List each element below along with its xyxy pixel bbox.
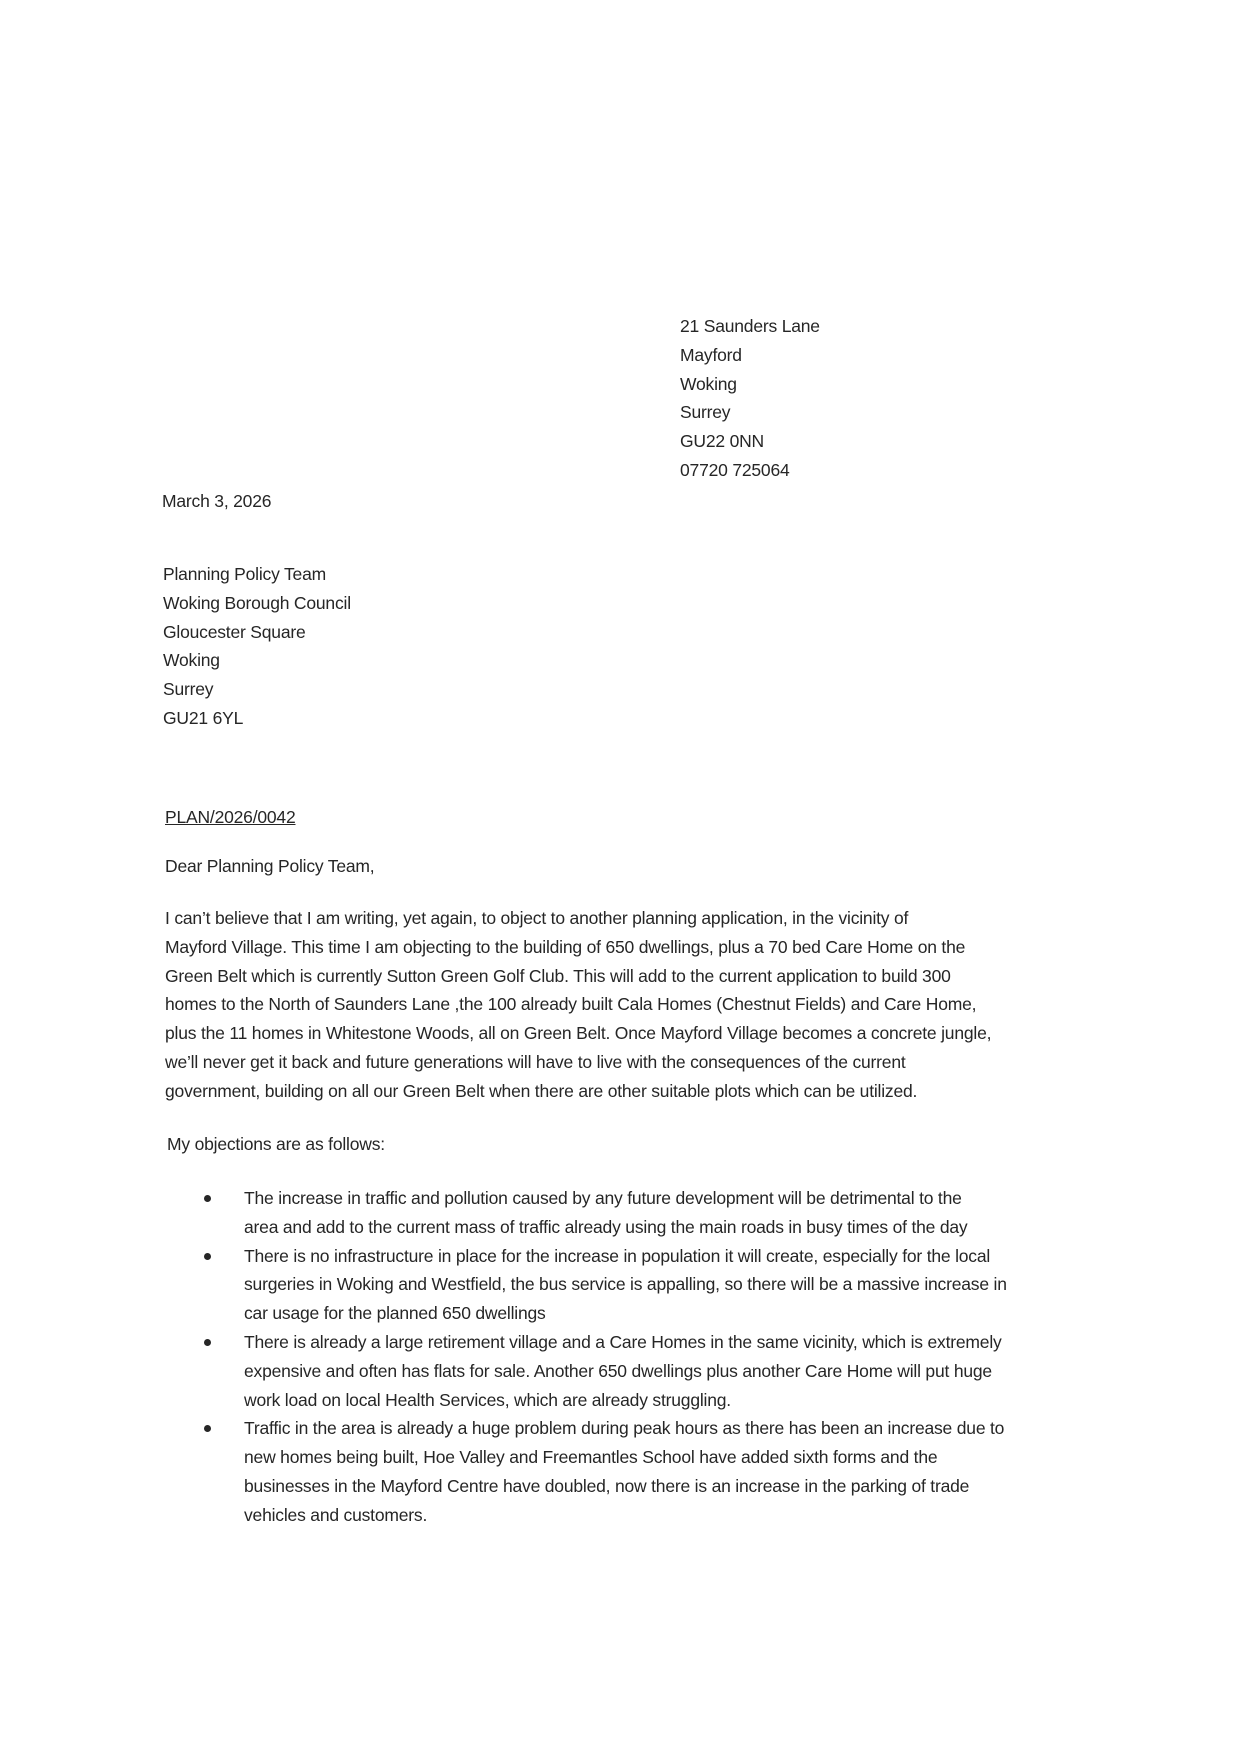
objection-line: new homes being built, Hoe Valley and Freemantles School have added sixth forms and the xyxy=(244,1447,938,1468)
objection-item xyxy=(204,1414,1124,1529)
recipient-address xyxy=(163,560,351,733)
paragraph-line: homes to the North of Saunders Lane ,the 100 already built Cala Homes (Chestnut Fields) and Care Home, xyxy=(165,994,977,1015)
address-line: Mayford xyxy=(680,344,742,365)
address-line: 21 Saunders Lane xyxy=(680,316,820,336)
address-line: Woking xyxy=(163,650,220,671)
objection-item xyxy=(204,1184,1124,1242)
address-line: Surrey xyxy=(680,402,731,423)
bullet-icon xyxy=(204,1425,211,1432)
objection-line: vehicles and customers. xyxy=(244,1504,428,1525)
paragraph-line: plus the 11 homes in Whitestone Woods, all on Green Belt. Once Mayford Village becomes a concrete jungle, xyxy=(165,1023,992,1044)
address-line: GU22 0NN xyxy=(680,431,764,452)
objections-intro-text: My objections are as follows: xyxy=(167,1134,385,1154)
objection-line: area and add to the current mass of traffic already using the main roads in busy times of the day xyxy=(244,1216,968,1237)
objection-item xyxy=(204,1242,1124,1328)
address-line: GU21 6YL xyxy=(163,707,244,728)
date-text: March 3, 2026 xyxy=(162,491,272,511)
objection-line: surgeries in Woking and Westfield, the bus service is appalling, so there will be a massive increase in xyxy=(244,1274,1007,1295)
letter-date xyxy=(162,487,271,516)
sender-address xyxy=(680,312,820,485)
paragraph-line: Mayford Village. This time I am objecting to the building of 650 dwellings, plus a 70 bed Care Home on the xyxy=(165,936,966,957)
objection-line: Traffic in the area is already a huge problem during peak hours as there has been an increase due to xyxy=(244,1418,1005,1439)
phone-number: 07720 725064 xyxy=(680,459,790,480)
objection-line: businesses in the Mayford Centre have doubled, now there is an increase in the parking of trade xyxy=(244,1475,970,1496)
planning-reference xyxy=(165,803,296,832)
objection-item xyxy=(204,1328,1124,1414)
objection-line: car usage for the planned 650 dwellings xyxy=(244,1303,546,1324)
body-paragraph xyxy=(165,904,991,1106)
objections-list xyxy=(204,1184,1124,1530)
address-line: Planning Policy Team xyxy=(163,564,326,584)
paragraph-line: Green Belt which is currently Sutton Green Golf Club. This will add to the current application to build 300 xyxy=(165,965,951,986)
paragraph-line: I can’t believe that I am writing, yet again, to object to another planning application, in the vicinity of xyxy=(165,908,909,928)
paragraph-line: we’ll never get it back and future generations will have to live with the consequences of the current xyxy=(165,1051,906,1072)
bullet-icon xyxy=(204,1253,211,1260)
objection-line: The increase in traffic and pollution caused by any future development will be detrimental to the xyxy=(244,1188,962,1208)
salutation xyxy=(165,852,374,881)
objection-line: There is already a large retirement village and a Care Homes in the same vicinity, which is extremely xyxy=(244,1331,1002,1352)
objection-line: work load on local Health Services, which are already struggling. xyxy=(244,1389,731,1410)
address-line: Woking Borough Council xyxy=(163,592,351,613)
objections-intro xyxy=(167,1130,385,1159)
address-line: Surrey xyxy=(163,679,214,700)
address-line: Woking xyxy=(680,373,737,394)
objection-line: There is no infrastructure in place for the increase in population it will create, especially for the local xyxy=(244,1245,991,1266)
reference-text: PLAN/2026/0042 xyxy=(165,807,296,827)
paragraph-line: government, building on all our Green Belt when there are other suitable plots which can be utilized. xyxy=(165,1080,918,1101)
bullet-icon xyxy=(204,1339,211,1346)
salutation-text: Dear Planning Policy Team, xyxy=(165,856,375,876)
address-line: Gloucester Square xyxy=(163,621,306,642)
objection-line: expensive and often has flats for sale. Another 650 dwellings plus another Care Home will put huge xyxy=(244,1360,992,1381)
bullet-icon xyxy=(204,1195,211,1202)
